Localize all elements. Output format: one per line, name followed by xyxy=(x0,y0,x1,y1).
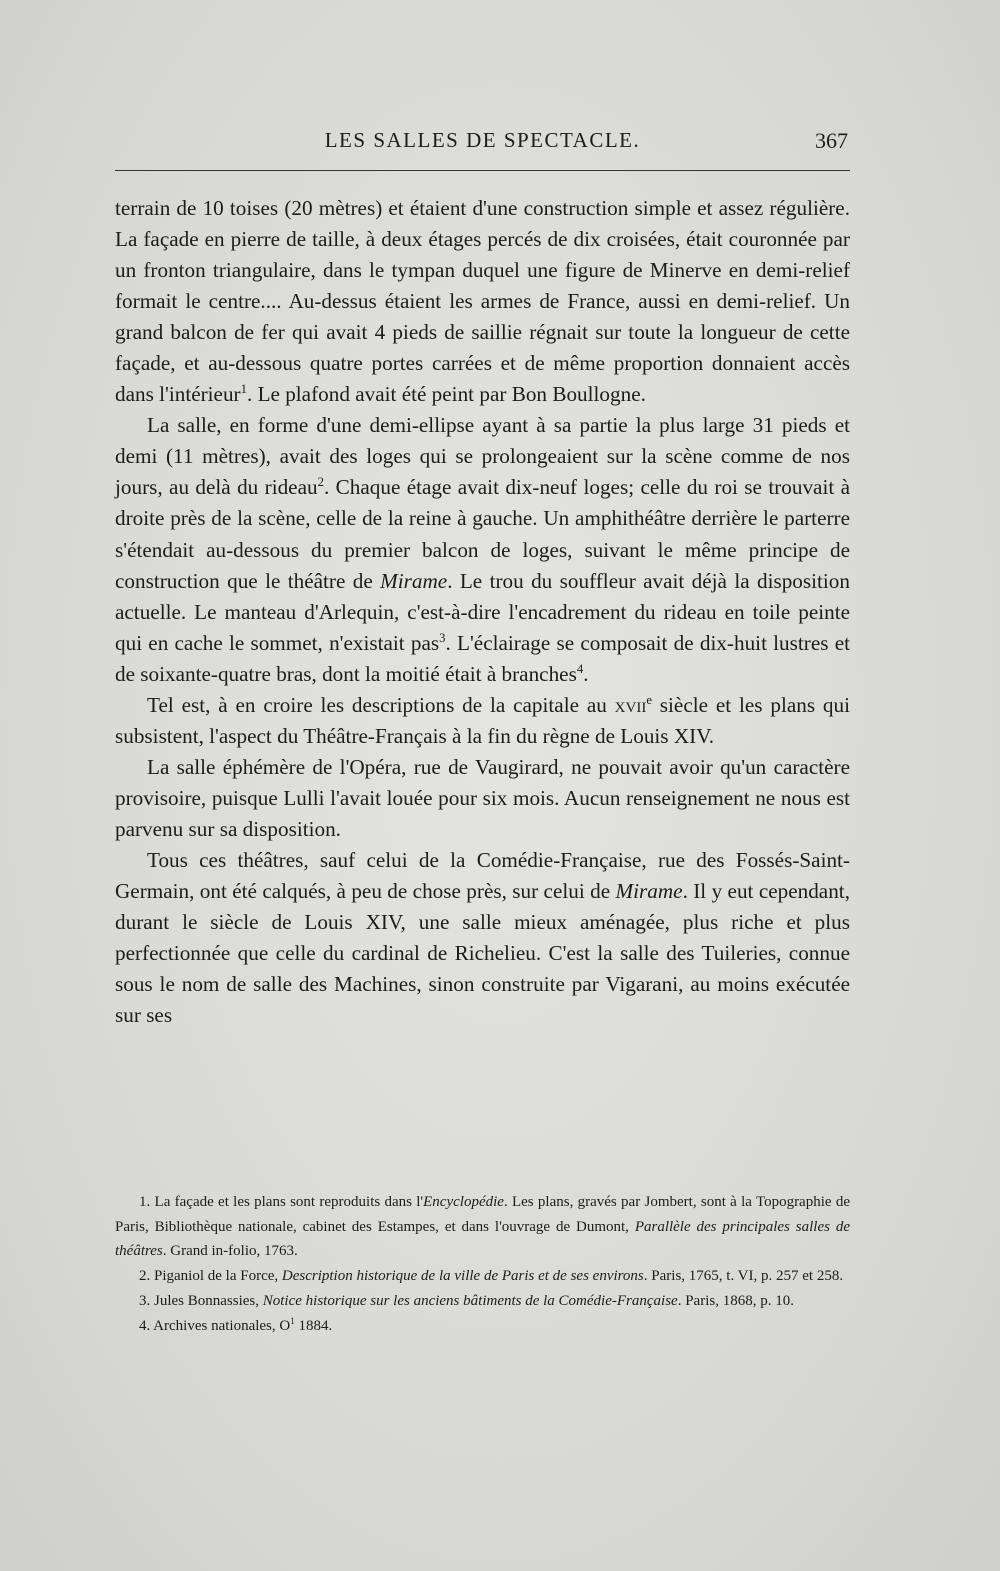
page-header xyxy=(115,128,850,168)
paragraph-text: terrain de 10 toises (20 mètres) et étaient d'une construction simple et assez régulière. La façade en pierre de taille, à deux étages percés de dix croisées, était couronnée par un fronton triangulaire, dans le tympan duquel une figure de Minerve en demi-relief formait le centre.... Au-dessus étaient les armes de France, aussi en demi-relief. Un grand balcon de fer qui avait 4 pieds de saillie régnait sur toute la longueur de cette façade, et au-dessous quatre portes carrées et de même proportion donnaient accès dans l'intérieur xyxy=(115,196,850,407)
century-numeral: xvii xyxy=(614,692,647,717)
footnote-ref-4: 4 xyxy=(576,661,584,676)
footnotes xyxy=(115,1190,850,1338)
footnote-text: . Les plans, gravés par Jombert, sont à la Topographie de Paris, Bibliothèque nationale, cabinet des Estampes, et dans l'ouvrage de Dumont, xyxy=(115,1194,850,1235)
footnote-text: 3. Jules Bonnassies, xyxy=(139,1292,263,1309)
paragraph-text: . Le trou du souffleur avait déjà la disposition actuelle. Le manteau d'Arlequin, c'est-à-dire l'encadrement du rideau en toile peinte qui en cache le sommet, n'existait pas xyxy=(115,568,850,655)
running-title: LES SALLES DE SPECTACLE. xyxy=(324,128,641,152)
paragraph-3 xyxy=(115,690,850,752)
footnote-text: . Paris, 1868, p. 10. xyxy=(677,1292,794,1309)
footnote-text: 1884. xyxy=(294,1317,333,1334)
footnote-3 xyxy=(115,1289,850,1314)
header-rule xyxy=(115,170,850,171)
paragraph-2 xyxy=(115,410,850,689)
footnote-ref-3: 3 xyxy=(439,630,446,645)
italic-title: Notice historique sur les anciens bâtiments de la Comédie-Française xyxy=(262,1292,678,1309)
footnote-text: . Paris, 1765, t. VI, p. 257 et 258. xyxy=(643,1268,844,1285)
footnote-text: 1. La façade et les plans sont reproduits dans l' xyxy=(139,1194,424,1210)
paragraph-text: . L'éclairage se composait de dix-huit lustres et de soixante-quatre bras, dont la moitié était à branches xyxy=(115,630,851,686)
paragraph-text: La salle, en forme d'une demi-ellipse ayant à sa partie la plus large 31 pieds et demi (11 mètres), avait des loges qui se prolongeaient sur la scène comme de nos jours, au delà du rideau xyxy=(115,413,850,500)
italic-title: Mirame xyxy=(615,879,683,904)
paragraph-text: . Chaque étage avait dix-neuf loges; celle du roi se trouvait à droite près de la scène, celle de la reine à gauche. Un amphithéâtre derrière le parterre s'étendait au-dessous du premier balcon de loges, suivant le même principe de construction que le théâtre de xyxy=(115,475,851,593)
paragraph-1 xyxy=(115,193,850,410)
footnote-text: 4. Archives nationales, O xyxy=(139,1317,291,1334)
body-text xyxy=(115,193,850,1031)
paragraph-text: . xyxy=(583,661,589,686)
paragraph-text: . Le plafond avait été peint par Bon Boullogne. xyxy=(246,382,646,407)
page-number: 367 xyxy=(815,128,848,153)
italic-title: Parallèle des principales salles de théâtres xyxy=(115,1218,850,1260)
century-suffix: e xyxy=(646,692,652,707)
footnote-text: 2. Piganiol de la Force, xyxy=(139,1268,282,1285)
paragraph-text: Tel est, à en croire les descriptions de la capitale au xyxy=(147,692,615,717)
footnote-4 xyxy=(115,1314,850,1339)
paragraph-text: . Il y eut cependant, durant le siècle de Louis XIV, une salle mieux aménagée, plus riche et plus perfectionnée que celle du cardinal de Richelieu. C'est la salle des Tuileries, connue sous le nom de salle des Machines, sinon construite par Vigarani, au moins exécutée sur ses xyxy=(115,879,850,1028)
footnote-ref-2: 2 xyxy=(317,475,324,490)
paragraph-5 xyxy=(115,845,850,1031)
footnote-ref-1: 1 xyxy=(240,382,247,397)
footnote-text: . Grand in-folio, 1763. xyxy=(162,1243,298,1260)
italic-title: Description historique de la ville de Paris et de ses environs xyxy=(281,1268,644,1285)
paragraph-4: La salle éphémère de l'Opéra, rue de Vaugirard, ne pouvait avoir qu'un caractère provisoire, puisque Lulli l'avait louée pour six mois. Aucun renseignement ne nous est parvenu sur sa disposition. xyxy=(115,754,850,841)
italic-title: Mirame xyxy=(380,568,448,593)
paragraph-text: siècle et les plans qui subsistent, l'aspect du Théâtre-Français à la fin du règne de Louis XIV. xyxy=(115,692,850,748)
footnote-1 xyxy=(115,1190,850,1264)
paragraph-text: Tous ces théâtres, sauf celui de la Comédie-Française, rue des Fossés-Saint-Germain, ont été calqués, à peu de chose près, sur celui de xyxy=(115,847,850,904)
italic-title: Encyclopédie xyxy=(423,1194,504,1210)
superscript: 1 xyxy=(290,1315,295,1326)
footnote-2 xyxy=(115,1264,850,1289)
